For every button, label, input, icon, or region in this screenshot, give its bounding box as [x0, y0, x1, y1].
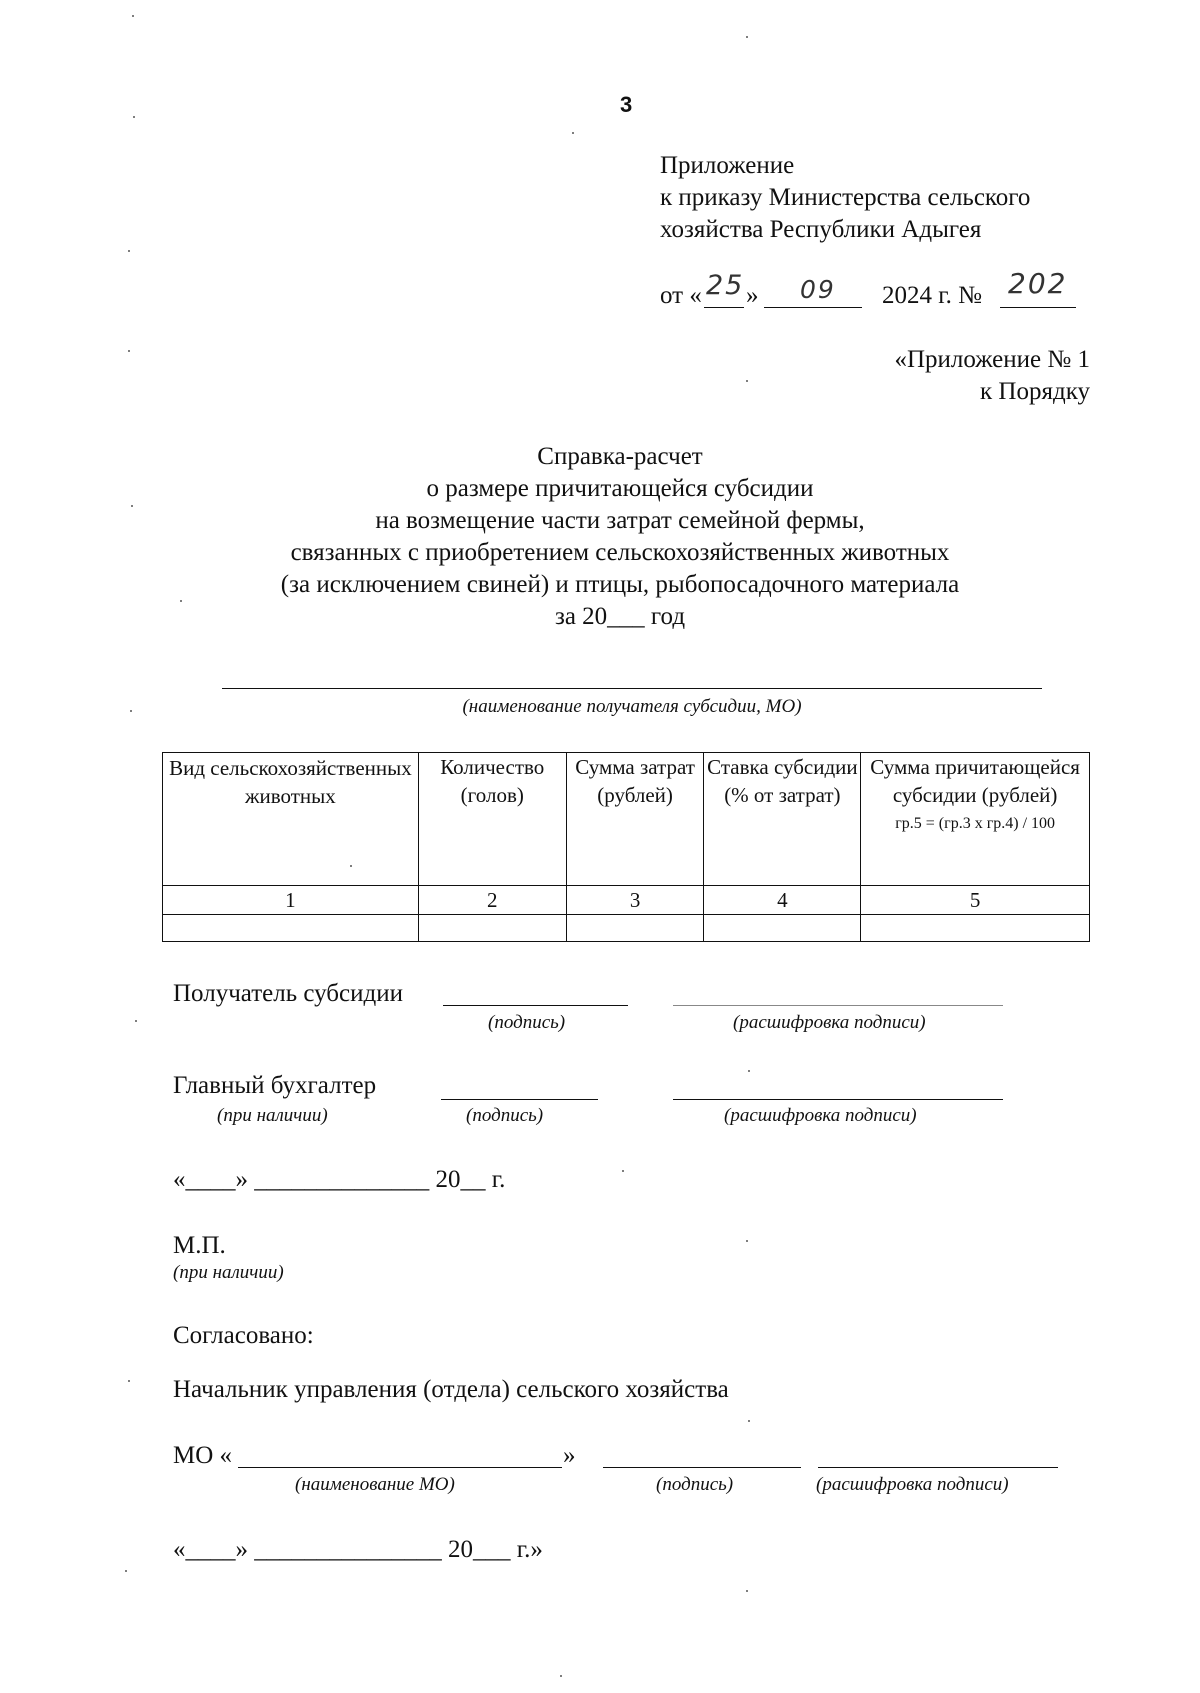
- recipient-caption: (наименование получателя субсидии, МО): [462, 696, 802, 717]
- table-cell: [418, 915, 566, 942]
- accountant-label: Главный бухгалтер: [173, 1072, 377, 1099]
- stamp-label: М.П.: [173, 1232, 226, 1259]
- header-subsidy-sum: Сумма причитающейся субсидии (рублей) гр.5 = (гр.3 х гр.4) / 100: [861, 753, 1090, 886]
- title-line-4: связанных с приобретением сельскохозяйственных животных: [290, 539, 950, 566]
- appendix-line-1: Приложение: [660, 152, 795, 179]
- recipient-label: Получатель субсидии: [173, 980, 403, 1007]
- title-line-6: за 20___ год: [554, 603, 686, 630]
- scan-speck: [125, 1570, 127, 1572]
- col-number-3: 3: [566, 886, 704, 915]
- scan-speck: [128, 350, 130, 352]
- document-title: [150, 441, 1090, 633]
- page-number: 3: [620, 92, 633, 117]
- head-decode-caption: (расшифровка подписи): [816, 1474, 1009, 1495]
- scan-speck: [180, 600, 182, 602]
- scan-speck: [746, 36, 748, 38]
- date-day-underline: [704, 307, 744, 308]
- appendix-date-line: [660, 267, 1100, 316]
- recipient-decode-line: [673, 1005, 1003, 1006]
- table-cell: [861, 915, 1090, 942]
- date-prefix: от «: [660, 282, 702, 309]
- head-signature-line: [603, 1467, 801, 1468]
- title-line-5: (за исключением свиней) и птицы, рыбопосадочного материала: [280, 571, 960, 598]
- mo-caption: (наименование МО): [295, 1474, 455, 1495]
- scan-speck: [622, 1170, 624, 1172]
- scan-speck: [748, 1420, 750, 1422]
- table-header-row: [163, 753, 1090, 886]
- col-number-4: 4: [704, 886, 861, 915]
- date-number-underline: [1000, 307, 1076, 308]
- accountant-if-any: (при наличии): [217, 1105, 328, 1126]
- scan-speck: [131, 505, 133, 507]
- date-month: 09: [800, 275, 836, 304]
- scan-speck: [135, 1020, 137, 1022]
- header-cost-sum: Сумма затрат (рублей): [566, 753, 704, 886]
- scan-speck: [746, 1590, 748, 1592]
- appendix-block: [660, 150, 1030, 246]
- accountant-signature-line: [441, 1099, 598, 1100]
- table-cell: [704, 915, 861, 942]
- date-day: 25: [706, 270, 745, 301]
- col-number-1: 1: [163, 886, 419, 915]
- scan-speck: [572, 132, 574, 134]
- date-month-underline: [764, 307, 862, 308]
- accountant-decode-line: [673, 1099, 1003, 1100]
- head-signature-caption: (подпись): [656, 1474, 734, 1495]
- subsidy-table: [162, 752, 1090, 942]
- scan-speck: [746, 380, 748, 382]
- appendix-order-block: [700, 344, 1090, 408]
- accountant-decode-caption: (расшифровка подписи): [724, 1105, 917, 1126]
- table-row: [163, 915, 1090, 942]
- scan-speck: [130, 710, 132, 712]
- title-line-2: о размере причитающейся субсидии: [426, 475, 814, 502]
- recipient-name-line: [222, 688, 1042, 689]
- scan-speck: [350, 865, 352, 867]
- table-cell: [163, 915, 419, 942]
- scan-speck: [128, 1380, 130, 1382]
- final-date: «____» _______________ 20___ г.»: [173, 1536, 543, 1563]
- scan-speck: [560, 1675, 562, 1677]
- accountant-signature-caption: (подпись): [466, 1105, 544, 1126]
- table-cell: [566, 915, 704, 942]
- header-formula: гр.5 = (гр.3 х гр.4) / 100: [895, 815, 1056, 832]
- scan-speck: [128, 250, 130, 252]
- title-line-3: на возмещение части затрат семейной фермы,: [375, 507, 865, 534]
- scan-speck: [133, 116, 135, 118]
- table-number-row: [163, 886, 1090, 915]
- header-quantity: Количество (голов): [418, 753, 566, 886]
- header-subsidy-rate: Ставка субсидии (% от затрат): [704, 753, 861, 886]
- col-number-2: 2: [418, 886, 566, 915]
- mo-name-line: [238, 1467, 562, 1468]
- stamp-if-any: (при наличии): [173, 1262, 284, 1283]
- signature-date: «____» ______________ 20__ г.: [173, 1166, 506, 1193]
- scan-speck: [132, 15, 134, 17]
- head-label: Начальник управления (отдела) сельского хозяйства: [173, 1376, 729, 1403]
- appendix-line-3: хозяйства Республики Адыгея: [660, 216, 982, 243]
- recipient-signature-line: [443, 1005, 628, 1006]
- head-decode-line: [818, 1467, 1058, 1468]
- scan-speck: [746, 1240, 748, 1242]
- header-animal-type: Вид сельскохозяйственных животных: [163, 753, 419, 886]
- recipient-signature-caption: (подпись): [488, 1012, 566, 1033]
- mo-prefix: МО «: [173, 1442, 233, 1469]
- appendix-order-line-2: к Порядку: [980, 378, 1090, 405]
- appendix-order-line-1: «Приложение № 1: [894, 346, 1090, 373]
- date-year: 2024 г. №: [882, 282, 983, 309]
- date-number: 202: [1008, 267, 1068, 300]
- appendix-line-2: к приказу Министерства сельского: [660, 184, 1031, 211]
- scan-speck: [748, 1070, 750, 1072]
- date-mid: »: [746, 282, 759, 309]
- title-line-1: Справка-расчет: [537, 443, 703, 470]
- agreed-label: Согласовано:: [173, 1322, 314, 1349]
- recipient-decode-caption: (расшифровка подписи): [733, 1012, 926, 1033]
- col-number-5: 5: [861, 886, 1090, 915]
- mo-suffix: »: [563, 1442, 576, 1469]
